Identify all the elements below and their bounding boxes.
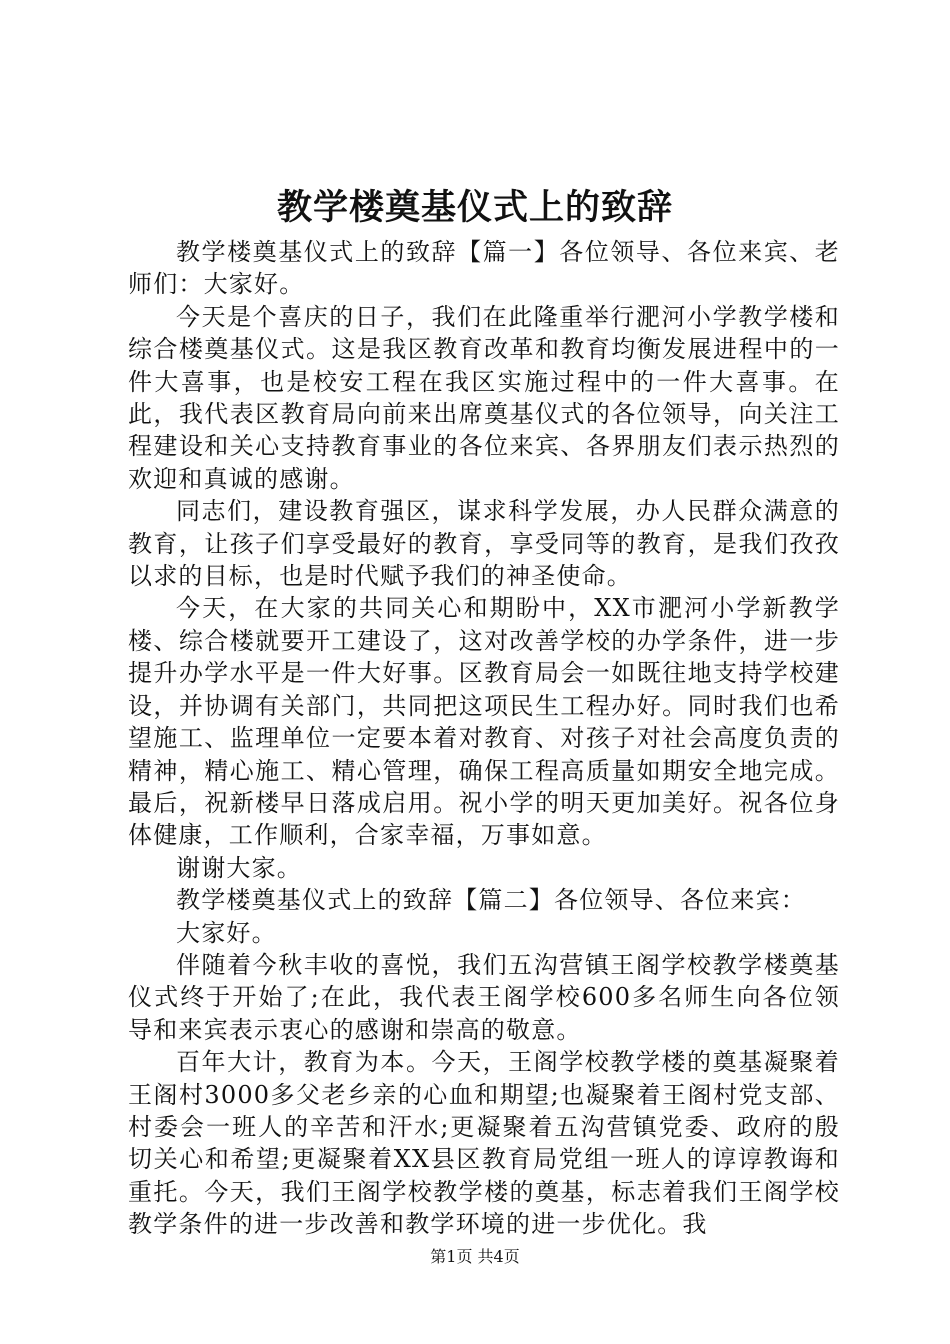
paragraph: 今天，在大家的共同关心和期盼中，XX市淝河小学新教学楼、综合楼就要开工建设了，这对改善学校的办学条件，进一步提升办学水平是一件大好事。区教育局会一如既往地支持学校建设，并协调有关部门，共同把这项民生工程办好。同时我们也希望施工、监理单位一定要本着对教育、对孩子对社会高度负责的精神，精心施工、精心管理，确保工程高质量如期安全地完成。最后，祝新楼早日落成启用。祝小学的明天更加美好。祝各位身体健康，工作顺利，合家幸福，万事如意。 xyxy=(128,594,840,850)
paragraph: 百年大计，教育为本。今天，王阁学校教学楼的奠基凝聚着王阁村3000多父老乡亲的心血和期望;也凝聚着王阁村党支部、村委会一班人的辛苦和汗水;更凝聚着五沟营镇党委、政府的殷切关心和希望;更凝聚着XX县区教育局党组一班人的谆谆教诲和重托。今天，我们王阁学校教学楼的奠基，标志着我们王阁学校教学条件的进一步改善和教学环境的进一步优化。我 xyxy=(128,1048,840,1239)
paragraph: 伴随着今秋丰收的喜悦，我们五沟营镇王阁学校教学楼奠基仪式终于开始了;在此，我代表王阁学校600多名师生向各位领导和来宾表示衷心的感谢和崇高的敬意。 xyxy=(128,950,840,1044)
document-title: 教学楼奠基仪式上的致辞 xyxy=(276,187,673,228)
paragraph: 教学楼奠基仪式上的致辞【篇二】各位领导、各位来宾： xyxy=(176,886,806,915)
paragraph: 同志们，建设教育强区，谋求科学发展，办人民群众满意的教育，让孩子们享受最好的教育，享受同等的教育，是我们孜孜以求的目标，也是时代赋予我们的神圣使命。 xyxy=(128,497,840,591)
paragraph: 大家好。 xyxy=(176,918,277,947)
document-body xyxy=(128,236,840,1241)
page-indicator: 第1页 共4页 xyxy=(430,1247,520,1266)
paragraph: 谢谢大家。 xyxy=(176,853,302,882)
paragraph: 教学楼奠基仪式上的致辞【篇一】各位领导、各位来宾、老师们：大家好。 xyxy=(128,238,840,299)
paragraph: 今天是个喜庆的日子，我们在此隆重举行淝河小学教学楼和综合楼奠基仪式。这是我区教育改革和教育均衡发展进程中的一件大喜事，也是校安工程在我区实施过程中的一件大喜事。在此，我代表区教育局向前来出席奠基仪式的各位领导，向关注工程建设和关心支持教育事业的各位来宾、各界朋友们表示热烈的欢迎和真诚的感谢。 xyxy=(128,302,840,493)
